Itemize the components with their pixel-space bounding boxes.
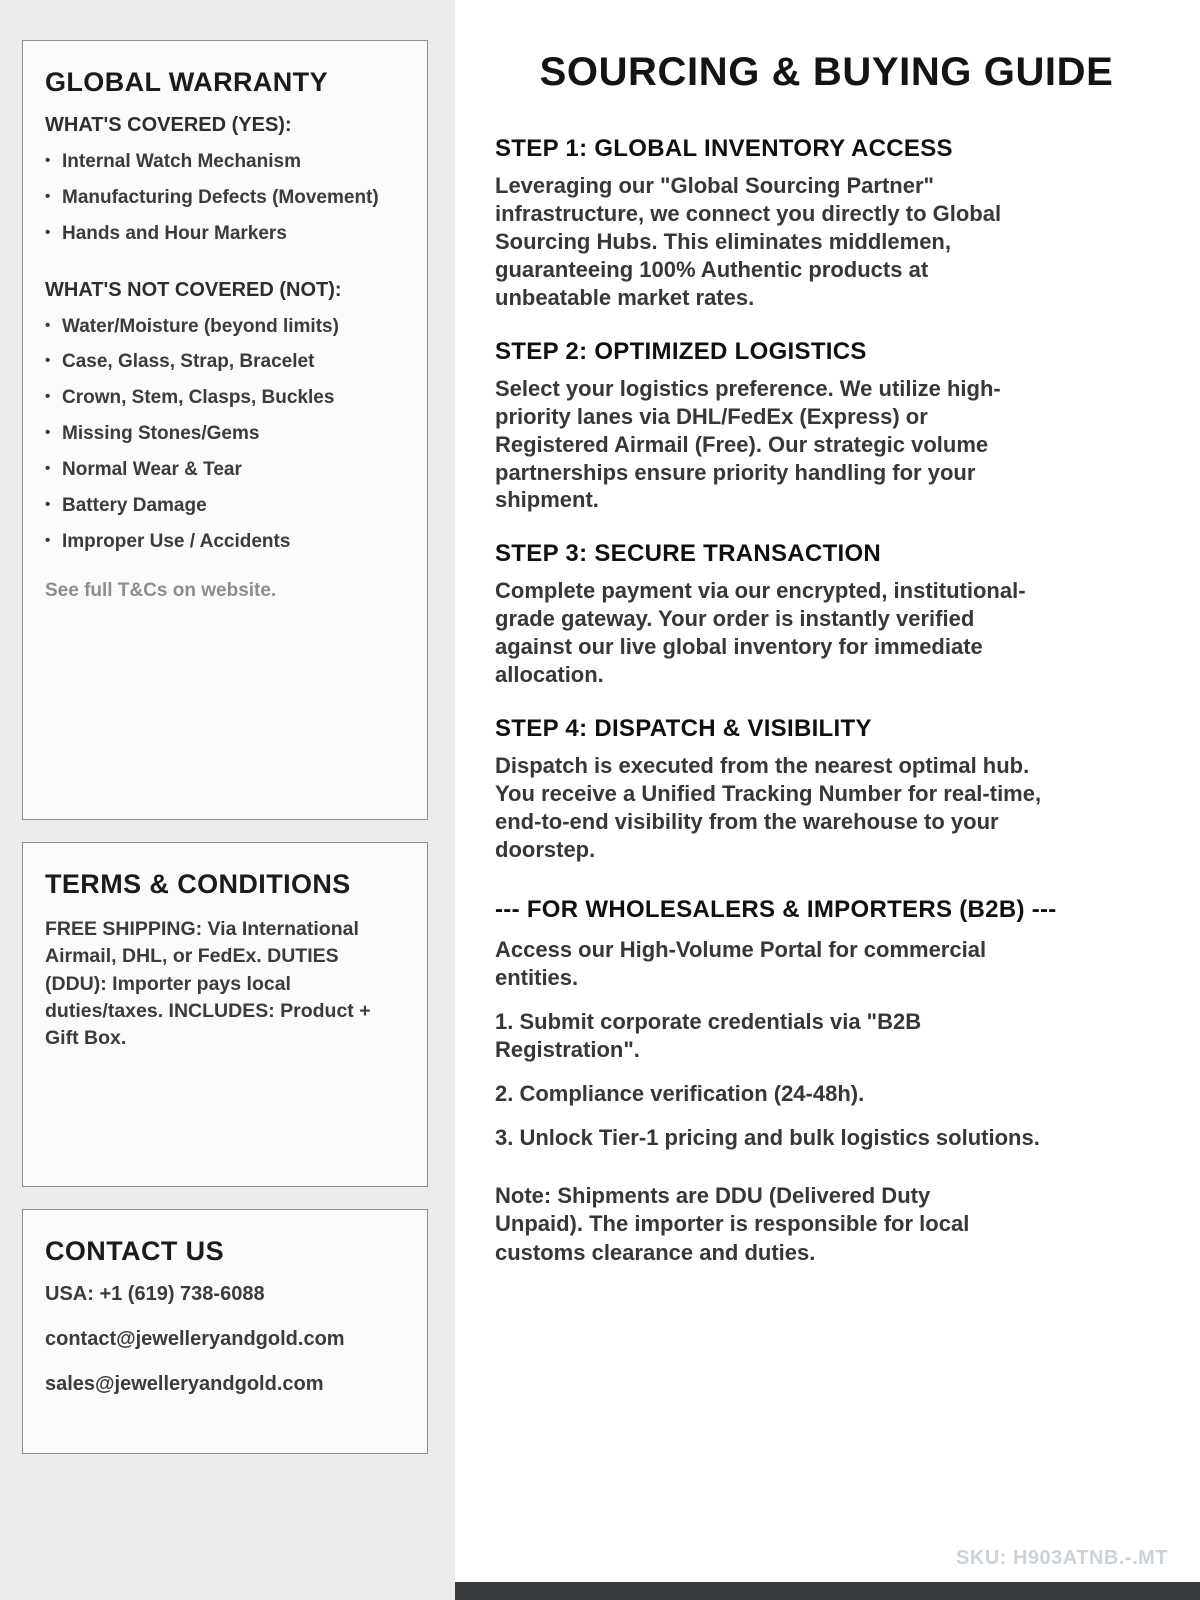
list-item: • Battery Damage [45,495,405,517]
list-item: • Manufacturing Defects (Movement) [45,187,405,209]
main-content [455,0,1200,1600]
contact-phone: USA: +1 (619) 738-6088 [45,1283,265,1305]
list-item: • Normal Wear & Tear [45,459,405,481]
sales-email: sales@jewelleryandgold.com [45,1373,324,1395]
contact-email: contact@jewelleryandgold.com [45,1328,345,1350]
b2b-item-1: 1. Submit corporate credentials via "B2B Registration". [495,1008,922,1062]
b2b-item-3: 3. Unlock Tier-1 pricing and bulk logistics solutions. [495,1124,1040,1150]
contact-panel [22,1209,428,1454]
not-covered-list [45,316,405,553]
b2b-heading: --- FOR WHOLESALERS & IMPORTERS (B2B) --- [495,895,1057,923]
step-4-body: Dispatch is executed from the nearest optimal hub. You receive a Unified Tracking Number for real-time, end-to-end visibility from the warehouse to your doorstep. [495,753,1042,862]
step-4-heading: STEP 4: DISPATCH & VISIBILITY [495,715,872,743]
warranty-title: GLOBAL WARRANTY [45,67,328,97]
b2b-section [495,896,1158,1267]
footer-bar [455,1582,1200,1600]
list-item: • Case, Glass, Strap, Bracelet [45,351,405,373]
step-2-body: Select your logistics preference. We utilize high-priority lanes via DHL/FedEx (Express) or Registered Airmail (Free). Our strategic volume partnerships ensure priority handling for your shipment. [495,375,1001,513]
warranty-footnote: See full T&Cs on website. [45,580,277,602]
step-1-section [495,135,1158,312]
sidebar [0,0,455,1600]
b2b-note: Note: Shipments are DDU (Delivered Duty Unpaid). The importer is responsible for local customs clearance and duties. [495,1182,970,1265]
warranty-panel [22,40,428,820]
covered-list [45,151,405,245]
step-4-section [495,715,1158,864]
step-2-section [495,338,1158,515]
step-3-body: Complete payment via our encrypted, institutional-grade gateway. Your order is instantly verified against our live global inventory for immediate allocation. [495,578,1026,688]
step-2-heading: STEP 2: OPTIMIZED LOGISTICS [495,337,867,365]
list-item: • Water/Moisture (beyond limits) [45,316,405,338]
list-item: • Crown, Stem, Clasps, Buckles [45,387,405,409]
not-covered-title: WHAT'S NOT COVERED (NOT): [45,278,342,301]
b2b-item-2: 2. Compliance verification (24-48h). [495,1080,865,1106]
sku-label: SKU: H903ATNB.-.MT [956,1547,1168,1569]
covered-title: WHAT'S COVERED (YES): [45,114,292,136]
terms-title: TERMS & CONDITIONS [45,869,351,899]
step-3-heading: STEP 3: SECURE TRANSACTION [495,540,882,568]
step-1-body: Leveraging our "Global Sourcing Partner" infrastructure, we connect you directly to Global Sourcing Hubs. This eliminates middlemen, guaranteeing 100% Authentic products at unbeatable market rates. [495,173,1002,310]
step-3-section [495,540,1158,689]
contact-title: CONTACT US [45,1236,224,1266]
b2b-intro: Access our High-Volume Portal for commercial entities. [495,936,987,990]
page-title: SOURCING & BUYING GUIDE [539,50,1114,94]
step-1-heading: STEP 1: GLOBAL INVENTORY ACCESS [495,135,953,162]
list-item: • Hands and Hour Markers [45,223,405,245]
list-item: • Improper Use / Accidents [45,531,405,553]
terms-body: FREE SHIPPING: Via International Airmail, DHL, or FedEx. DUTIES (DDU): Importer pays local duties/taxes. INCLUDES: Product + Gift Box. [45,918,371,1050]
list-item: • Missing Stones/Gems [45,423,405,445]
list-item: • Internal Watch Mechanism [45,151,405,173]
terms-panel [22,842,428,1187]
